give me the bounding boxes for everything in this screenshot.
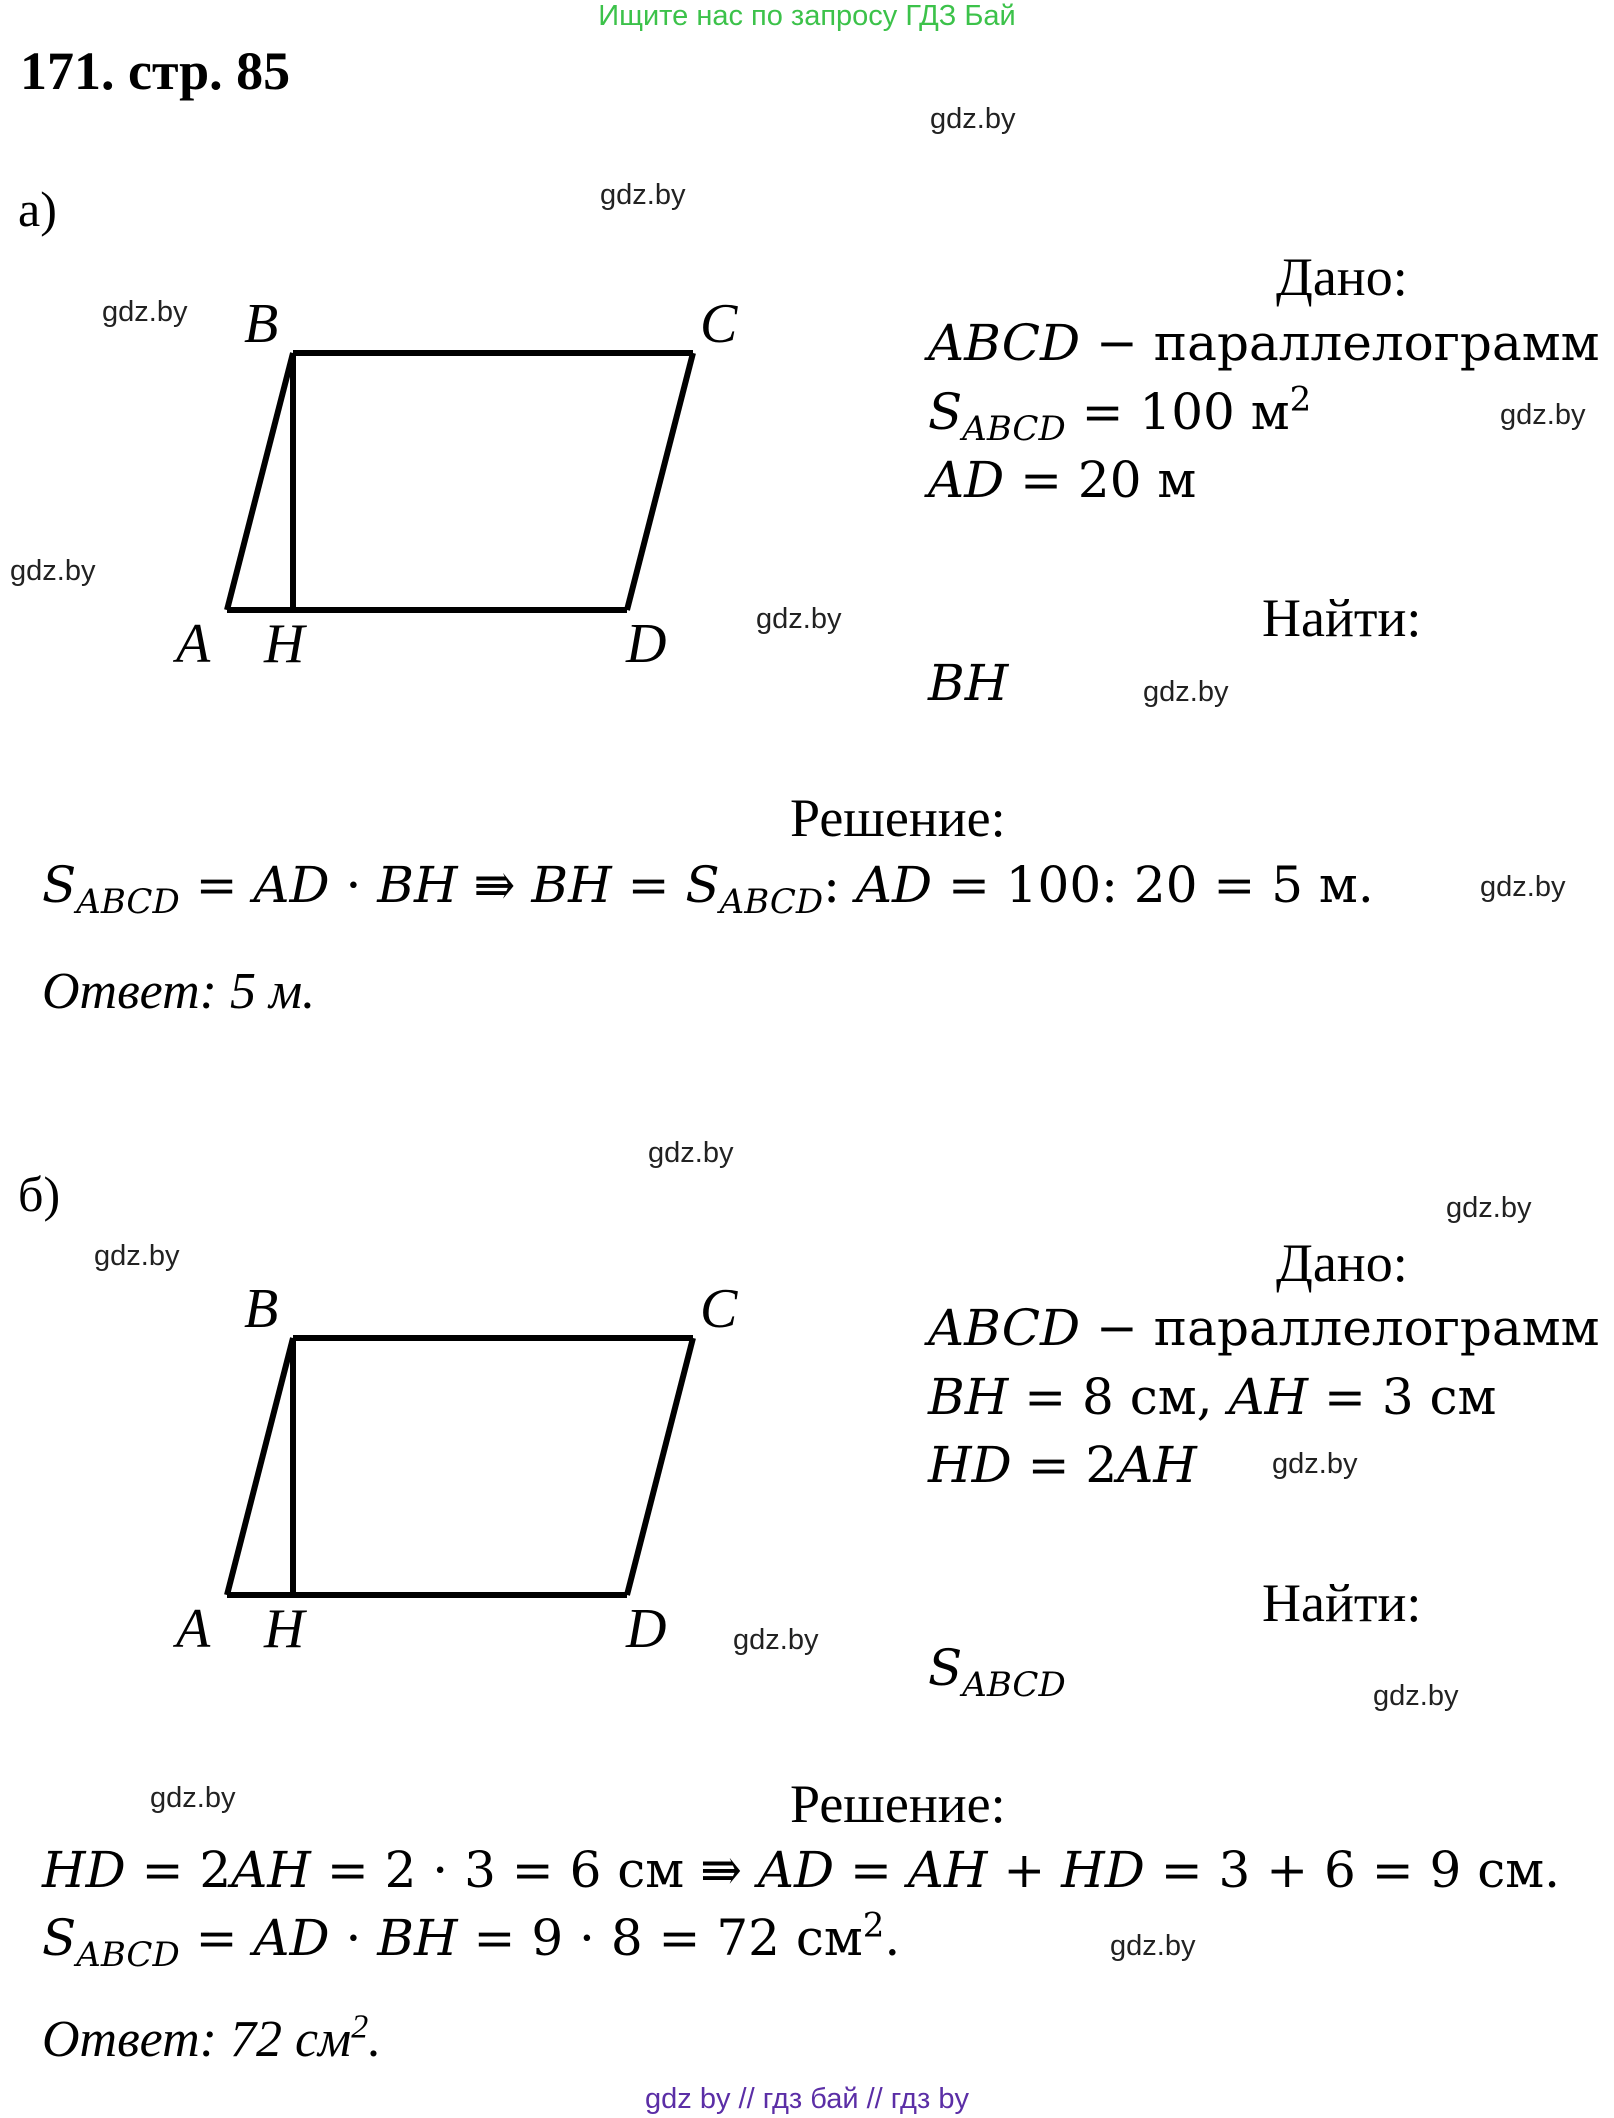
watermark: gdz.by	[756, 603, 842, 635]
vertex-h-label: H	[264, 1598, 305, 1660]
given-line-1-b: ABCD − параллелограмм	[928, 1299, 1600, 1357]
watermark: gdz.by	[1446, 1192, 1532, 1224]
find-title-b: Найти:	[1262, 1573, 1422, 1633]
solution-line-a: $S_{ABCD}$ = AD · BH ⇛ BH = $S_{ABCD}$: AD = 100: 20 = 5 м.	[42, 856, 1374, 922]
vertex-d-label: D	[626, 1598, 667, 1660]
find-value-a: BH	[928, 654, 1009, 712]
vertex-c-label: C	[700, 1278, 738, 1340]
watermark: gdz.by	[600, 179, 686, 211]
footer-links: gdz by // гдз бай // гдз by	[645, 2083, 969, 2115]
watermark: gdz.by	[1110, 1930, 1196, 1962]
watermark: gdz.by	[1143, 676, 1229, 708]
parallelogram-figure-b	[160, 1275, 780, 1665]
page-heading: 171. стр. 85	[20, 41, 291, 101]
vertex-b-label: B	[244, 293, 279, 355]
given-title-b: Дано:	[1276, 1233, 1408, 1293]
answer-b: Ответ: 72 $см^2$.	[42, 2008, 382, 2068]
watermark: gdz.by	[10, 555, 96, 587]
solution-title-a: Решение:	[790, 788, 1006, 848]
watermark: gdz.by	[94, 1240, 180, 1272]
side-ab	[227, 353, 293, 610]
find-title-a: Найти:	[1262, 588, 1422, 648]
answer-a: Ответ: 5 м.	[42, 963, 316, 1020]
solution-line-1-b: HD = 2AH = 2 · 3 = 6 см ⇛ AD = AH + HD = 3 + 6 = 9 см.	[42, 1841, 1561, 1899]
top-banner: Ищите нас по запросу ГДЗ Бай	[598, 0, 1016, 32]
vertex-d-label: D	[626, 613, 667, 675]
watermark: gdz.by	[1500, 399, 1586, 431]
parallelogram-figure-a	[160, 290, 780, 680]
part-a-label: а)	[18, 181, 57, 237]
watermark: gdz.by	[150, 1782, 236, 1814]
watermark: gdz.by	[102, 296, 188, 328]
given-line-1-a: ABCD − параллелограмм	[928, 314, 1600, 372]
given-line-3-a: AD = 20 м	[928, 451, 1197, 509]
vertex-a-label: A	[176, 1598, 211, 1660]
side-cd	[627, 353, 693, 610]
given-line-2-a: $S_{ABCD} = 100$ $м^2$	[928, 379, 1312, 449]
watermark: gdz.by	[648, 1137, 734, 1169]
vertex-a-label: A	[176, 613, 211, 675]
solution-title-b: Решение:	[790, 1774, 1006, 1834]
side-cd	[627, 1338, 693, 1595]
given-title-a: Дано:	[1276, 247, 1408, 307]
given-line-2-b: BH = 8 см, AH = 3 см	[928, 1368, 1497, 1426]
watermark: gdz.by	[1373, 1680, 1459, 1712]
find-value-b: $S_{ABCD}$	[928, 1639, 1066, 1705]
given-line-3-b: HD = 2AH	[928, 1436, 1197, 1494]
watermark: gdz.by	[1272, 1448, 1358, 1480]
watermark: gdz.by	[733, 1624, 819, 1656]
watermark: gdz.by	[930, 103, 1016, 135]
solution-line-2-b: $S_{ABCD}$ = AD · BH = 9 · 8 = 72 $см^2$.	[42, 1905, 901, 1975]
watermark: gdz.by	[1480, 871, 1566, 903]
side-ab	[227, 1338, 293, 1595]
part-b-label: б)	[18, 1166, 61, 1222]
vertex-b-label: B	[244, 1278, 279, 1340]
vertex-h-label: H	[264, 613, 305, 675]
vertex-c-label: C	[700, 293, 738, 355]
